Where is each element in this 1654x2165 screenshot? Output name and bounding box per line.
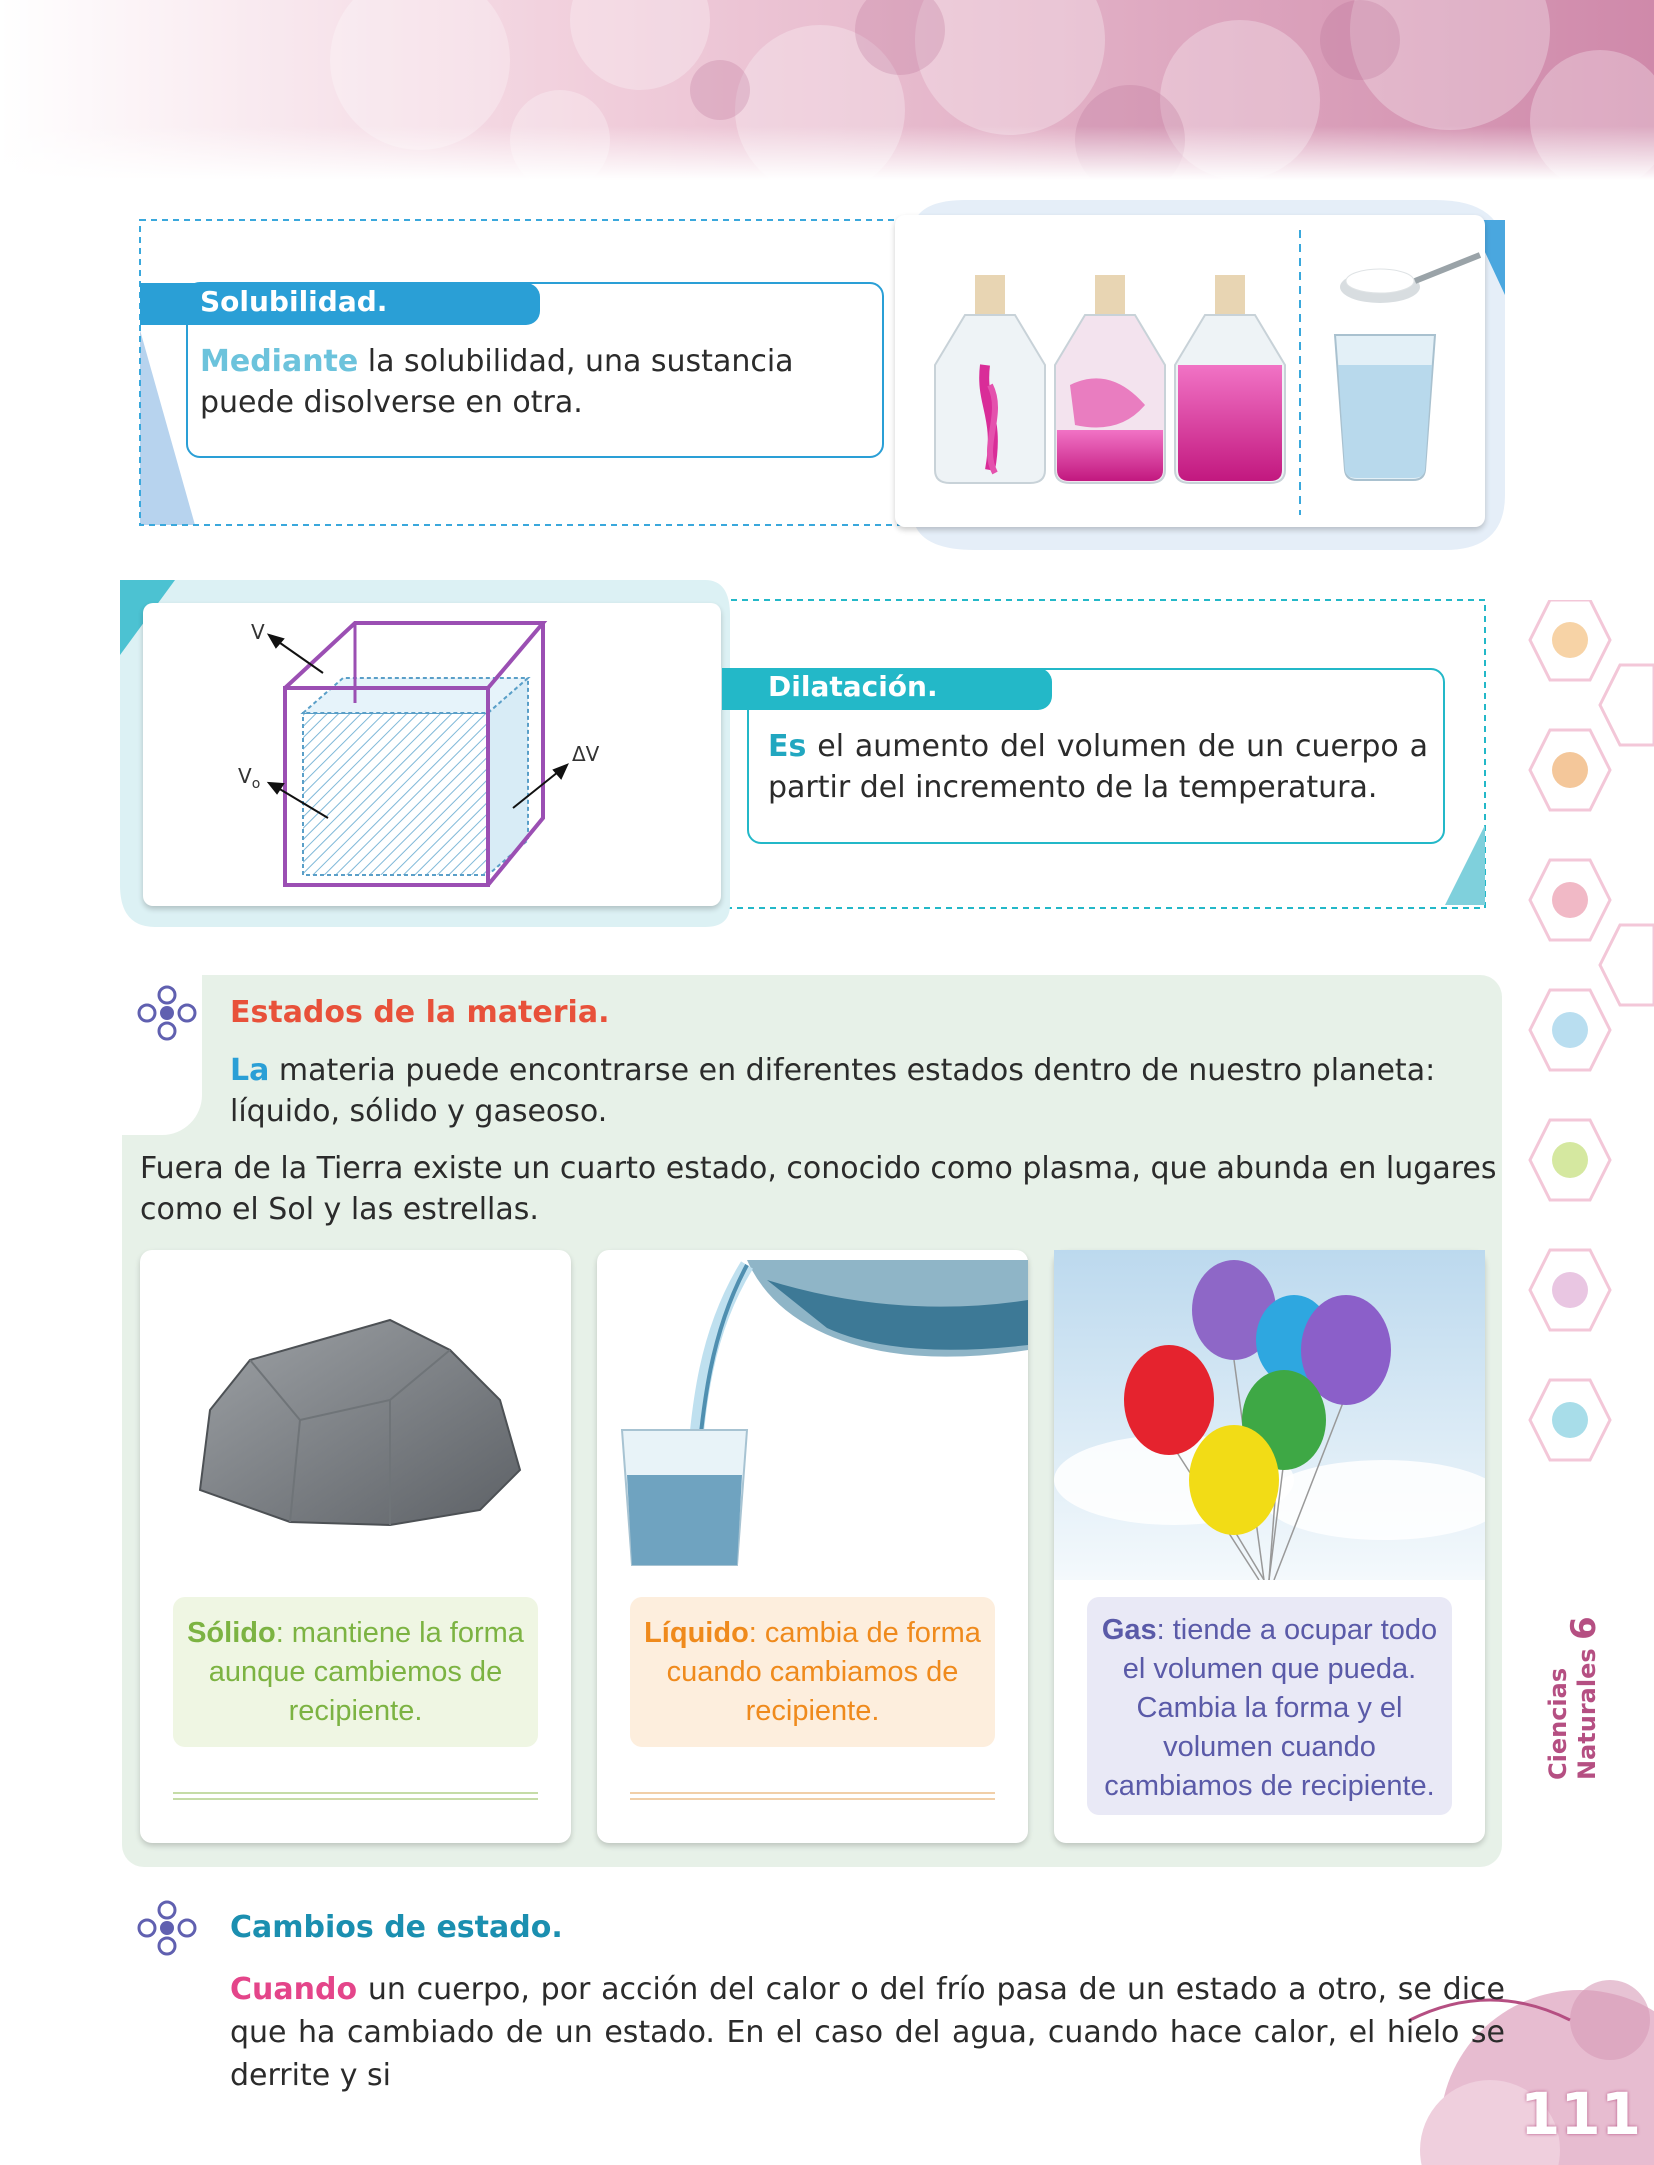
- sidebar-hexagon-pattern: [1520, 600, 1654, 2000]
- gas-term: Gas: [1101, 1614, 1157, 1646]
- solid-divider: [173, 1792, 538, 1800]
- glass-of-water: [1335, 335, 1435, 480]
- dilation-diagram-card: [143, 603, 721, 906]
- water-pouring-illustration: [597, 1250, 1028, 1580]
- header-decoration: [0, 0, 1654, 180]
- spoon-with-sugar: [1340, 255, 1480, 303]
- solubility-lead-word: Mediante: [200, 344, 359, 379]
- state-card-solid: [140, 1250, 571, 1843]
- dilation-title: Dilatación.: [768, 670, 938, 703]
- diagram-label-delta-v: ΔV: [572, 742, 600, 766]
- gas-desc: : tiende a ocupar todo el volumen que pueda. Cambia la forma y el volumen cuando cambiamos de recipiente.: [1104, 1614, 1438, 1802]
- liquid-divider: [630, 1792, 995, 1800]
- book-title: [1545, 1580, 1605, 1780]
- solubility-flasks-illustration: [895, 215, 1485, 527]
- solid-caption: [183, 1614, 528, 1731]
- gas-caption: [1097, 1611, 1442, 1806]
- diagram-label-v0: [238, 764, 260, 792]
- section-ornament-icon: [135, 985, 199, 1041]
- dilation-cube-diagram: [143, 603, 721, 906]
- states-lead-word: La: [230, 1053, 270, 1088]
- page-number: 111: [1520, 2080, 1642, 2148]
- solubility-image-card: [895, 215, 1485, 527]
- dilation-lead-word: Es: [768, 729, 807, 764]
- solid-term: Sólido: [187, 1617, 276, 1649]
- state-card-liquid: [597, 1250, 1028, 1843]
- flask-dissolved: [1175, 275, 1285, 483]
- liquid-caption: [640, 1614, 985, 1731]
- liquid-desc: : cambia de forma cuando cambiamos de recipiente.: [666, 1617, 981, 1727]
- solubility-body: la solubilidad, una sustancia puede disolverse en otra.: [200, 344, 794, 420]
- changes-lead-word: Cuando: [230, 1972, 358, 2007]
- section-ornament-icon-2: [135, 1900, 199, 1956]
- diagram-label-v0-sub: o: [251, 776, 261, 792]
- diagram-label-v: V: [251, 620, 265, 644]
- dilation-text: [768, 726, 1428, 808]
- changes-text: [230, 1968, 1505, 2097]
- changes-body: un cuerpo, por acción del calor o del frío pasa de un estado a otro, se dice que ha cambiado de un estado. En el caso del agua, cuando hace calor, el hielo se derrite y si: [230, 1972, 1505, 2093]
- states-body-1: materia puede encontrarse en diferentes estados dentro de nuestro planeta: líquido, sólido y gaseoso.: [230, 1053, 1436, 1129]
- liquid-term: Líquido: [644, 1617, 749, 1649]
- diagram-label-v0-main: V: [238, 764, 252, 788]
- dilation-body: el aumento del volumen de un cuerpo a partir del incremento de la temperatura.: [768, 729, 1428, 805]
- solubility-title: Solubilidad.: [200, 285, 388, 318]
- book-title-line2: Naturales: [1573, 1648, 1601, 1780]
- state-card-gas: [1054, 1250, 1485, 1843]
- changes-title: Cambios de estado.: [230, 1910, 563, 1945]
- states-text-1: [230, 1050, 1490, 1132]
- book-grade: 6: [1564, 1616, 1604, 1640]
- flask-mixing: [1055, 275, 1165, 483]
- flask-clear: [935, 275, 1045, 483]
- states-title: Estados de la materia.: [230, 995, 610, 1030]
- balloons-illustration: [1054, 1250, 1485, 1580]
- solubility-text: [200, 341, 870, 423]
- book-title-line1: Ciencias: [1544, 1667, 1572, 1780]
- rock-illustration: [140, 1250, 571, 1580]
- states-text-2: Fuera de la Tierra existe un cuarto estado, conocido como plasma, que abunda en lugares como el Sol y las estrellas.: [140, 1151, 1497, 1227]
- solid-desc: : mantiene la forma aunque cambiemos de recipiente.: [208, 1617, 524, 1727]
